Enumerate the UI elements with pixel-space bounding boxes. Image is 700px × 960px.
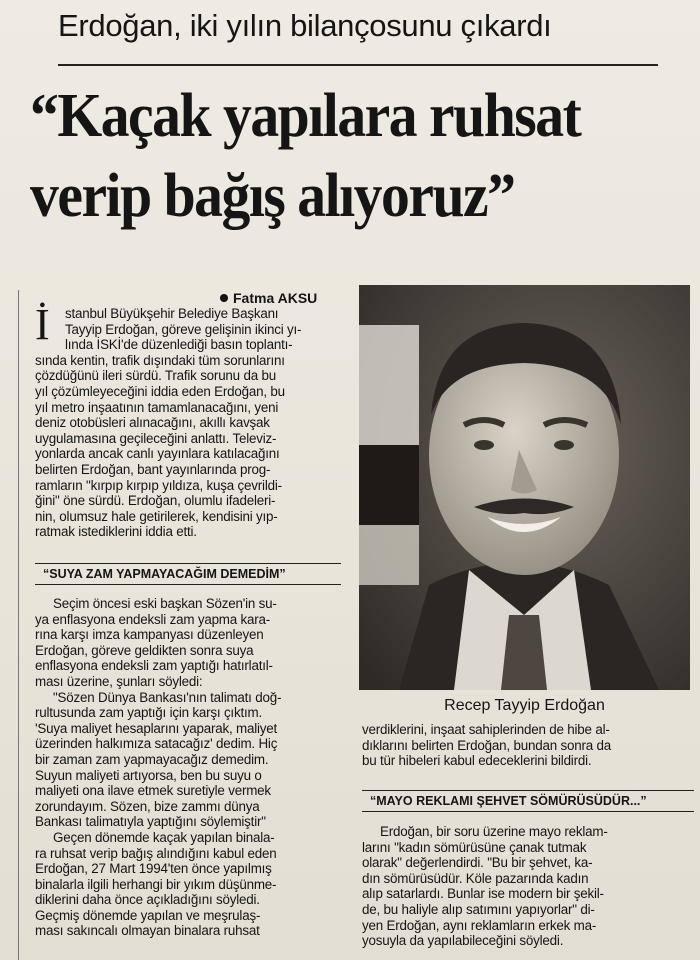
text-line: ra ruhsat verip bağış alındığını kabul eden bbox=[35, 845, 277, 861]
text-line: ya enflasyona endeksli zam yapma kara- bbox=[35, 611, 271, 627]
text-line: olarak" değerlendirdi. "Bu bir şehvet, ka- bbox=[362, 855, 593, 871]
text-line: ramların "kırpıp kırpıp yıldıza, kuşa çevrildi- bbox=[35, 477, 282, 493]
body-column-3 bbox=[362, 722, 692, 769]
author-name: Fatma AKSU bbox=[233, 290, 318, 306]
text-line: rına karşı imza kampanyası düzenleyen bbox=[35, 627, 264, 643]
text-line: 'Suya maliyet hesaplarını yaparak, maliyet bbox=[35, 720, 278, 736]
byline bbox=[220, 290, 317, 306]
text-line: ması sakıncalı olmayan binalara ruhsat bbox=[35, 923, 260, 939]
text-line: üzerinden halkımıza satacağız' dedim. Hiç bbox=[35, 736, 278, 752]
text-line: Erdoğan, bir soru üzerine mayo reklam- bbox=[380, 824, 608, 839]
photo-caption: Recep Tayyip Erdoğan bbox=[444, 697, 605, 714]
text-line: ratmak istediklerini iddia etti. bbox=[35, 524, 197, 540]
body-column-2 bbox=[35, 596, 335, 939]
portrait-illustration bbox=[359, 285, 690, 690]
text-line: Suyun maliyeti artıyorsa, ben bu suyu o bbox=[35, 767, 262, 783]
text-line: dıklarını belirten Erdoğan, bundan sonra da bbox=[362, 737, 611, 753]
text-line: diklerini daha önce açıkladığını söyledi. bbox=[35, 892, 260, 908]
text-line: Geçen dönemde kaçak yapılan binala- bbox=[53, 829, 275, 845]
text-line: bu tür hibeleri kabul edeceklerini bildirdi. bbox=[362, 753, 592, 769]
headline-line-1: “Kaçak yapılara ruhsat bbox=[30, 82, 581, 150]
text-line: deniz otobüsleri alınacağını, akıllı kavşak bbox=[35, 415, 270, 431]
text-line: çözdüğünü ileri sürdü. Trafik sorunu da bu bbox=[35, 368, 276, 384]
text-line: stanbul Büyükşehir Belediye Başkanı bbox=[65, 306, 279, 321]
text-line: Erdoğan, 27 Mart 1994'ten önce yapılmış bbox=[35, 861, 272, 877]
kicker-underline bbox=[58, 64, 658, 66]
text-line: Geçmiş dönemde yapılan ve meşrulaş- bbox=[35, 907, 261, 923]
text-line: zorundayım. Sözen, bize zammı dünya bbox=[35, 798, 260, 814]
body-column-4 bbox=[362, 824, 692, 949]
kicker-headline: Erdoğan, iki yılın bilançosunu çıkardı bbox=[58, 8, 552, 43]
text-line: yıl çözümleyeceğini iddia eden Erdoğan, bu bbox=[35, 383, 285, 399]
text-line: Seçim öncesi eski başkan Sözen'in su- bbox=[53, 596, 277, 611]
text-line: yonlarda ancak canlı yayınlara katılacağını bbox=[35, 446, 280, 462]
text-line: uygulamasına geçileceğini anlattı. Televiz- bbox=[35, 430, 277, 446]
text-line: Erdoğan, göreve geldikten sonra suya bbox=[35, 642, 254, 658]
text-line: ması üzerine, şunları söyledi: bbox=[35, 673, 203, 689]
text-line: dın sömürüsüdür. Köle pazarında kadın bbox=[362, 870, 589, 886]
text-line: bir zaman zam yapmayacağız demedim. bbox=[35, 751, 269, 767]
subheading-swimsuit-ad: “MAYO REKLAMI ŞEHVET SÖMÜRÜSÜDÜR...” bbox=[362, 790, 694, 812]
headline-line-2: verip bağış alıyoruz” bbox=[30, 162, 515, 230]
text-line: belirten Erdoğan, bant yayınlarında prog- bbox=[35, 461, 271, 477]
text-line: larını "kadın sömürüsüne çanak tutmak bbox=[362, 839, 587, 855]
text-line: verdiklerini, inşaat sahiplerinden de hibe al- bbox=[362, 722, 610, 737]
text-line: yosuyla da yapılabileceğini söyledi. bbox=[362, 933, 564, 949]
text-line: alıp satarlardı. Bunlar ise modern bir şekil- bbox=[362, 886, 604, 902]
text-line: Tayyip Erdoğan, göreve gelişinin ikinci yı- bbox=[65, 321, 302, 337]
main-headline bbox=[30, 76, 644, 236]
text-line: de, bu haliyle alıp satımını yapıyorlar" di- bbox=[362, 901, 595, 917]
portrait-photo bbox=[359, 285, 690, 690]
text-line: Bankası talimatıyla yaptığını söylemiştir" bbox=[35, 814, 266, 830]
body-column-1 bbox=[35, 306, 335, 540]
text-line: maliyeti ona ilave etmek suretiyle vermek bbox=[35, 783, 271, 799]
text-line: sında kentin, trafik dışındaki tüm sorunlarını bbox=[35, 352, 285, 368]
column-divider bbox=[18, 290, 19, 960]
subheading-water-price: “SUYA ZAM YAPMAYACAĞIM DEMEDİM” bbox=[35, 563, 341, 585]
text-line: rultusunda zam yaptığı için karşı çıktım. bbox=[35, 705, 262, 721]
text-line: ğini" öne sürdü. Erdoğan, olumlu ifadeleri- bbox=[35, 493, 276, 509]
text-line: enflasyona endeksli zam yaptığı hatırlatıl- bbox=[35, 658, 273, 674]
bullet-icon bbox=[220, 294, 228, 302]
text-line: "Sözen Dünya Bankası'nın talimatı doğ- bbox=[53, 689, 282, 705]
text-line: binalarla ilgili herhangi bir yıkım düşünme- bbox=[35, 876, 277, 892]
text-line: yen Erdoğan, aynı reklamların erkek ma- bbox=[362, 917, 597, 933]
text-line: nin, olumsuz hale getirilerek, kendisini yıp- bbox=[35, 508, 278, 524]
text-line: lında İSKİ'de düzenlediği basın toplantı- bbox=[65, 337, 293, 353]
drop-cap: İ bbox=[35, 300, 50, 349]
text-line: yıl metro inşaatının tamamlanacağını, yeni bbox=[35, 399, 279, 415]
